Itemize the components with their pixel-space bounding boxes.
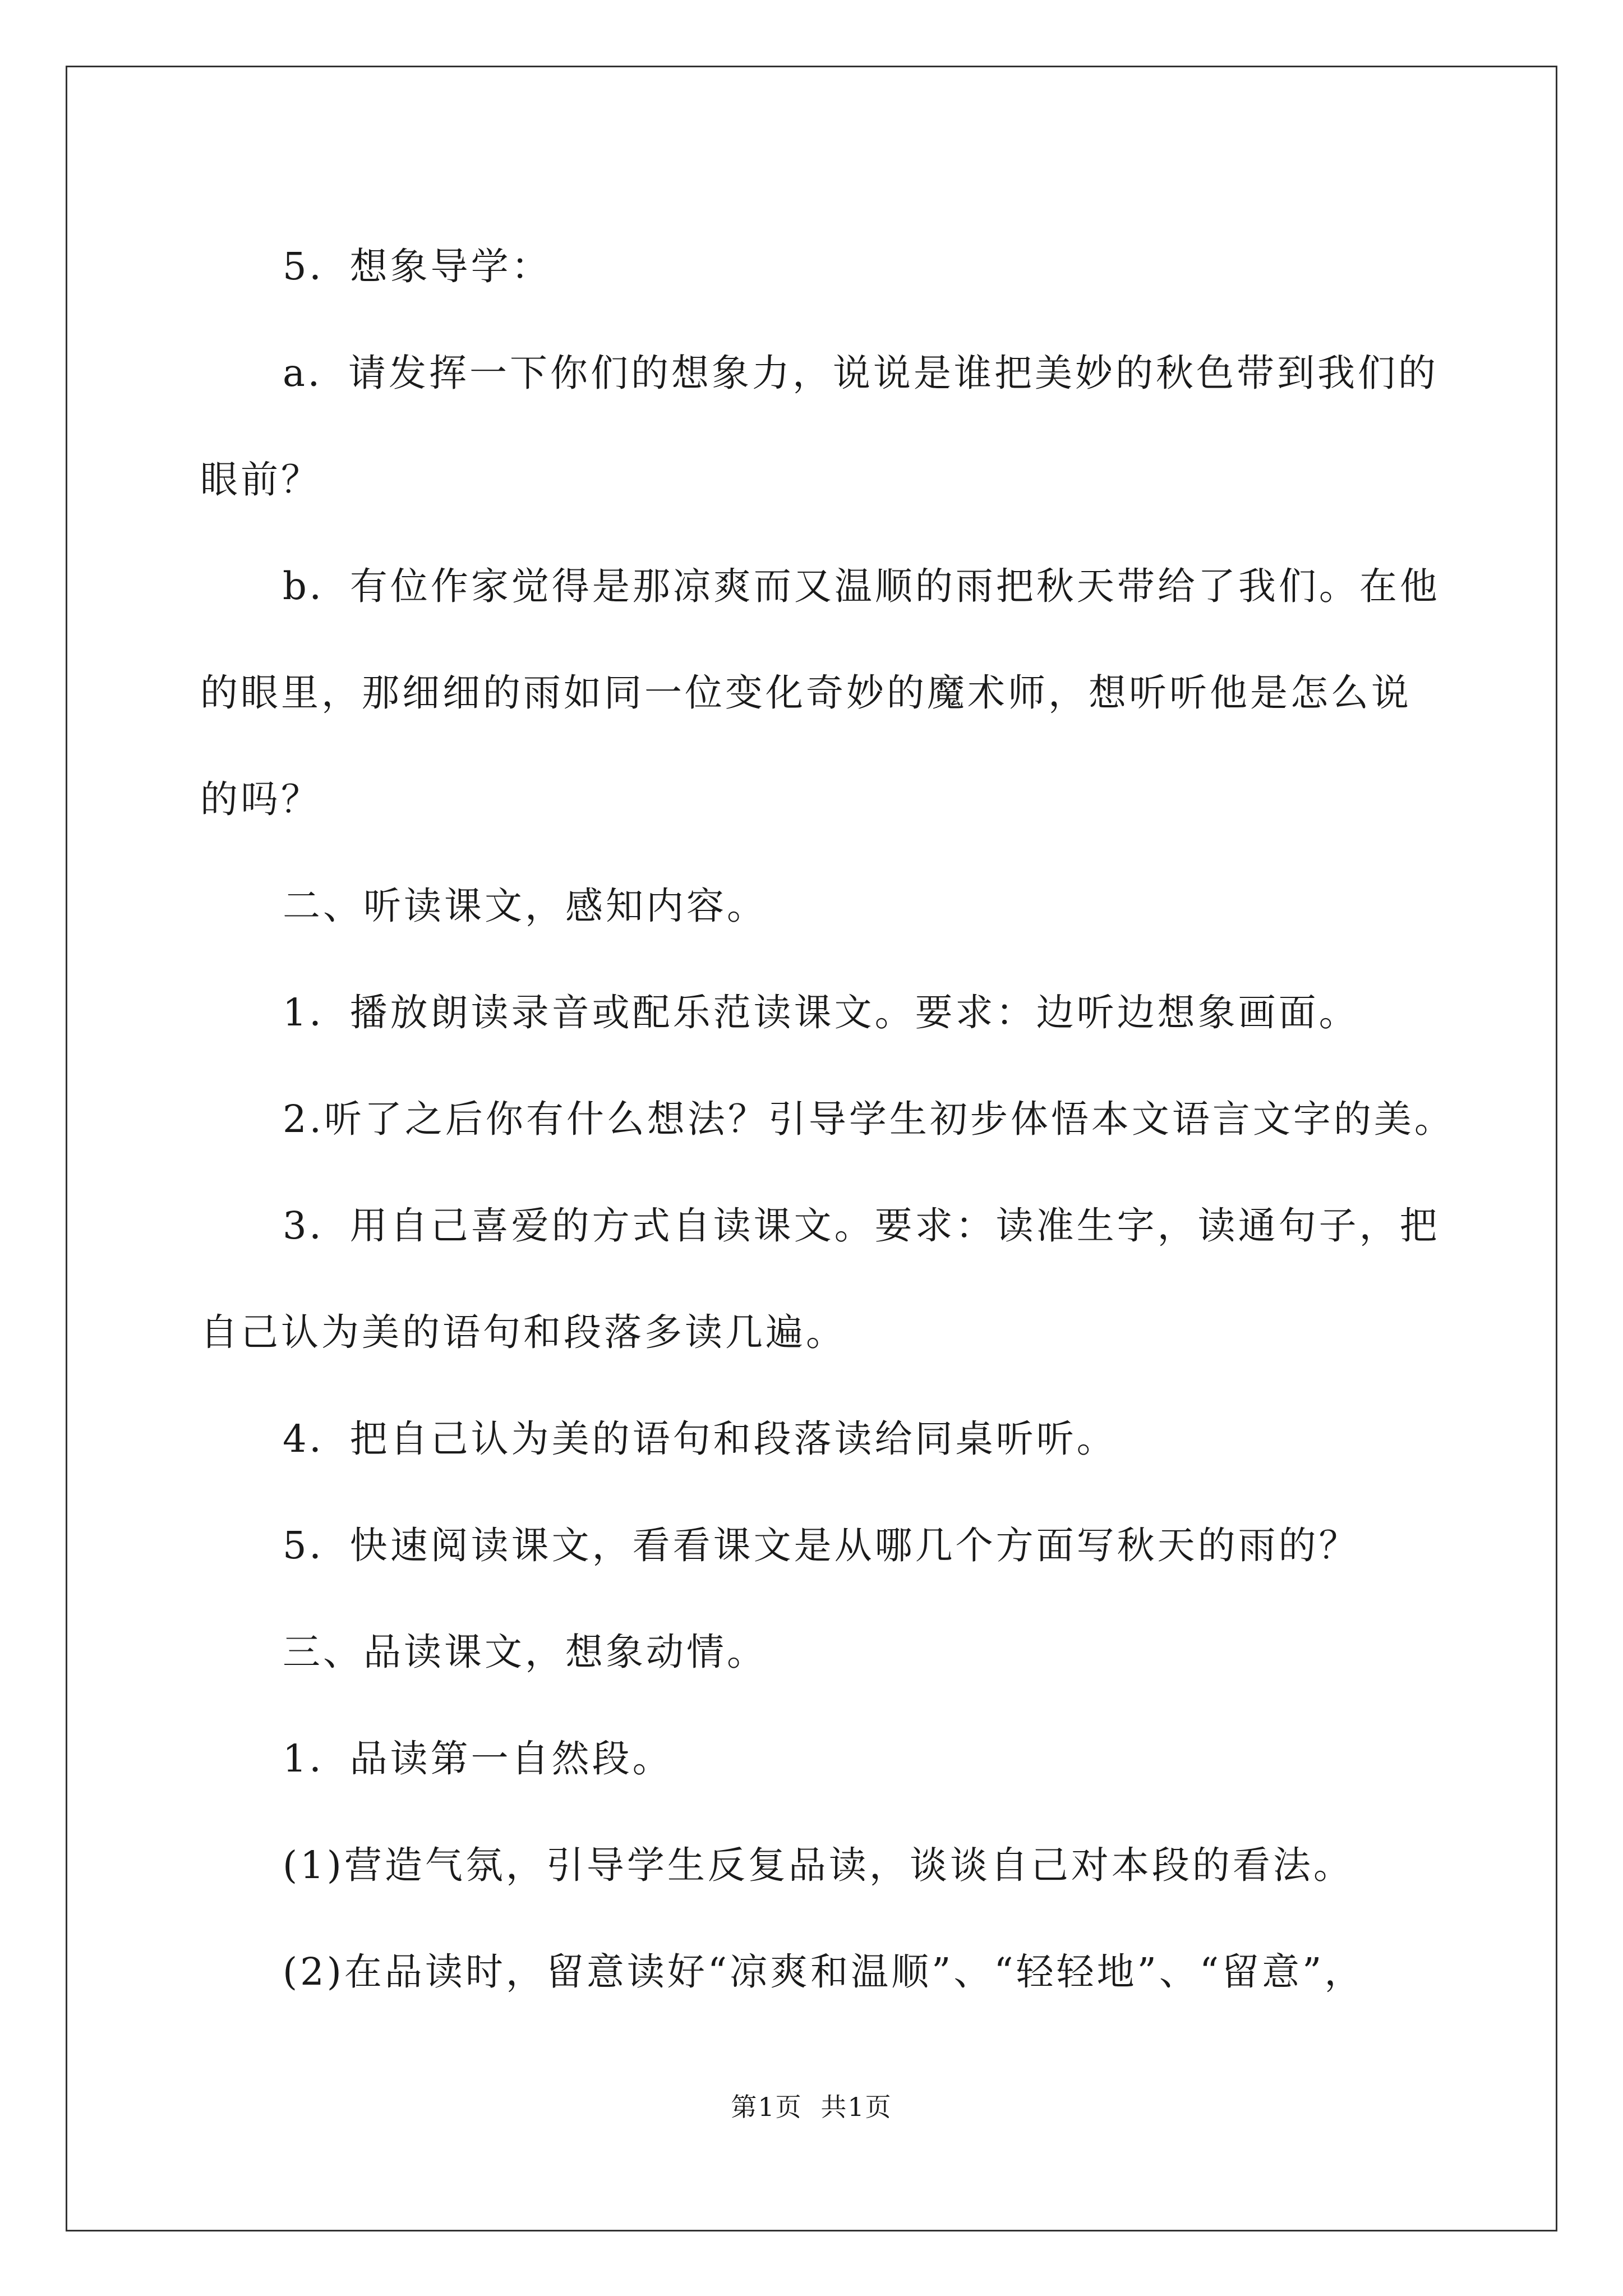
text-line: (2)在品读时，留意读好“凉爽和温顺”、“轻轻地”、“留意”， [283, 1950, 1365, 1994]
text-line: (1)营造气氛，引导学生反复品读，谈谈自己对本段的看法。 [283, 1843, 1354, 1887]
section-heading: 三、品读课文，想象动情。 [283, 1630, 767, 1674]
section-heading: 二、听读课文，感知内容。 [283, 884, 767, 928]
text-line: a．请发挥一下你们的想象力，说说是谁把美妙的秋色带到我们的 [283, 351, 1438, 395]
page-number: 第1页 [731, 2092, 803, 2122]
page-total: 共1页 [820, 2092, 892, 2122]
text-line: 4．把自己认为美的语句和段落读给同桌听听。 [283, 1417, 1117, 1461]
text-line: 自己认为美的语句和段落多读几遍。 [200, 1310, 846, 1354]
text-line: 眼前？ [200, 458, 321, 501]
text-line: 1．播放朗读录音或配乐范读课文。要求：边听边想象画面。 [283, 991, 1359, 1034]
text-line: 的眼里，那细细的雨如同一位变化奇妙的魔术师，想听听他是怎么说 [200, 671, 1412, 715]
text-line: 1．品读第一自然段。 [283, 1737, 673, 1780]
text-line: 的吗？ [200, 777, 321, 821]
document-body [200, 213, 1455, 2025]
text-line: 3．用自己喜爱的方式自读课文。要求：读准生字，读通句子，把 [283, 1204, 1440, 1248]
text-line: 5．想象导学： [283, 245, 552, 288]
text-line: 5．快速阅读课文，看看课文是从哪几个方面写秋天的雨的？ [283, 1524, 1359, 1567]
text-line: b．有位作家觉得是那凉爽而又温顺的雨把秋天带给了我们。在他 [283, 564, 1440, 608]
text-line: 2.听了之后你有什么想法？引导学生初步体悟本文语言文字的美。 [283, 1097, 1455, 1141]
page-footer [0, 2087, 1623, 2124]
